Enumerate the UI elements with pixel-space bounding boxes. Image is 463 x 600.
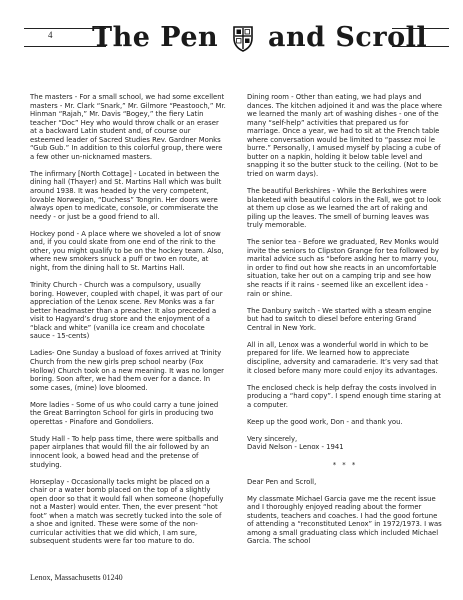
paragraph-senior-tea: The senior tea - Before we graduated, Rev Monks would invite the seniors to Clipston Grange for tea followed by marital advice such as “before asking her to marry you, in order to find out how she reacts in an uncomfortable situation, take her out on a camping trip and see how she reacts if it rains - seemed like an excellent idea - rain or shine.: [247, 238, 439, 298]
masthead-title-right: and Scroll: [268, 22, 428, 53]
paragraph-garcia-letter: My classmate Michael Garcia gave me the recent issue and I thoroughly enjoyed reading about the former students, teachers and coaches. I had the good fortune of attending a “reconstituted Lenox” in 1972/1973. I was among a small graduating class which included Michael Garcia. The school: [247, 494, 442, 546]
page-number: 4: [48, 30, 53, 40]
paragraph-dining-room: Dining room - Other than eating, we had plays and dances. The kitchen adjoined it and was the place where we learned the manly art of washing dishes - one of the many “self-help” activities that prepared us for marriage. Once a year, we had to sit at the French table where conversation would be limited to “passez moi le burre.” Personally, I amused myself by placing a cube of butter on a napkin, holding it below table level and snapping it so the butter stuck to the ceiling. (Not to be tried on warm days).: [247, 93, 442, 178]
paragraph-horseplay: Horseplay - Occasionally tacks might be placed on a chair or a water bomb placed on the top of a slightly open door so that it would fall when someone (hopefully not a Master) would enter. Then, the ever present “hot foot” when a match was secretly tucked into the sole of a shoe and ignited. These were some of the non-curricular activities that we did which, I am sure, subsequent students were far too mature to do.: [30, 477, 224, 546]
paragraph-hockey-pond: Hockey pond - A place where we shoveled a lot of snow and, if you could skate from one end of the rink to the other, you might qualify to be on the hockey team. Also, where new smokers snuck a puff or two en route, at night, from the dining hall to St. Martins Hall.: [30, 229, 224, 272]
paragraph-berkshires: The beautiful Berkshires - While the Berkshires were blanketed with beautiful colors in the Fall, we got to look at them up close as we learned the art of raking and piling up the leaves. The smell of burning leaves was truly memorable.: [247, 187, 442, 230]
masthead-title-left: The Pen: [92, 22, 219, 53]
paragraph-danbury-switch: The Danbury switch - We started with a steam engine but had to switch to diesel before entering Grand Central in New York.: [247, 306, 432, 332]
letter-signature: Very sincerely, David Nelson - Lenox - 1941: [247, 434, 344, 452]
paragraph-all-in-all: All in all, Lenox was a wonderful world in which to be prepared for life. We learned how to appreciate discipline, adversity and camaraderie. It’s very sad that it closed before many more could enjoy its advantages.: [247, 340, 439, 375]
footer-location: Lenox, Massachusetts 01240: [30, 573, 123, 582]
masthead: [14, 14, 449, 84]
masthead-title: [92, 21, 428, 69]
paragraph-infirmary: The infirmary [North Cottage] - Located in between the dining hall (Thayer) and St. Martins Hall which was built around 1938. It was headed by the very competent, lovable Norwegian, “Duchess” Tongrin. Her doors were always open to medicate, console, or commiserate the needy - or just be a good friend to all.: [30, 169, 222, 221]
paragraph-thank-you: Keep up the good work, Don - and thank you.: [247, 417, 403, 426]
section-divider-stars: * * *: [332, 460, 358, 469]
shield-crest-icon: [232, 24, 254, 52]
paragraph-masters: The masters - For a small school, we had some excellent masters - Mr. Clark “Snark,” Mr. Gilmore “Peastooch,” Mr. Hinman “Rajah,” Mr. Davis “Bogey,” the fiery Latin teacher “Doc” Hey who would throw chalk or an eraser at a backward Latin student and, of course our esteemed leader of Sacred Studies Rev. Gardner Monks “Gub Gub.” In addition to this colorful group, there were a few other un-nicknamed masters.: [30, 93, 226, 161]
paragraph-more-ladies: More ladies - Some of us who could carry a tune joined the Great Barrington School for girls in producing two operettas - Pinafore and Gondoliers.: [30, 400, 219, 426]
paragraph-ladies: Ladies- One Sunday a busload of foxes arrived at Trinity Church from the new girls prep school nearby (Fox Hollow) Church took on a new meaning. It was no longer boring. Soon after, we had them over for a dance. In some cases, (mine) love bloomed.: [30, 349, 224, 392]
right-column: [247, 93, 443, 555]
paragraph-study-hall: Study Hall - To help pass time, there were spitballs and paper airplanes that would fill the air followed by an innocent look, a bowed head and the pretense of studying.: [30, 434, 219, 469]
left-column: [30, 93, 226, 555]
letter-salutation: Dear Pen and Scroll,: [247, 477, 317, 486]
paragraph-enclosed-check: The enclosed check is help defray the costs involved in producing a “hard copy”. I spend enough time staring at a computer.: [247, 383, 441, 409]
paragraph-trinity-church: Trinity Church - Church was a compulsory, usually boring. However, coupled with chapel, it was part of our appreciation of the Lenox scene. Rev Monks was a far better headmaster than a preacher. It also preceded a visit to Hagyard’s drug store and the enjoyment of a “black and white” (vanilla ice cream and chocolate sauce - 15-cents): [30, 281, 223, 341]
